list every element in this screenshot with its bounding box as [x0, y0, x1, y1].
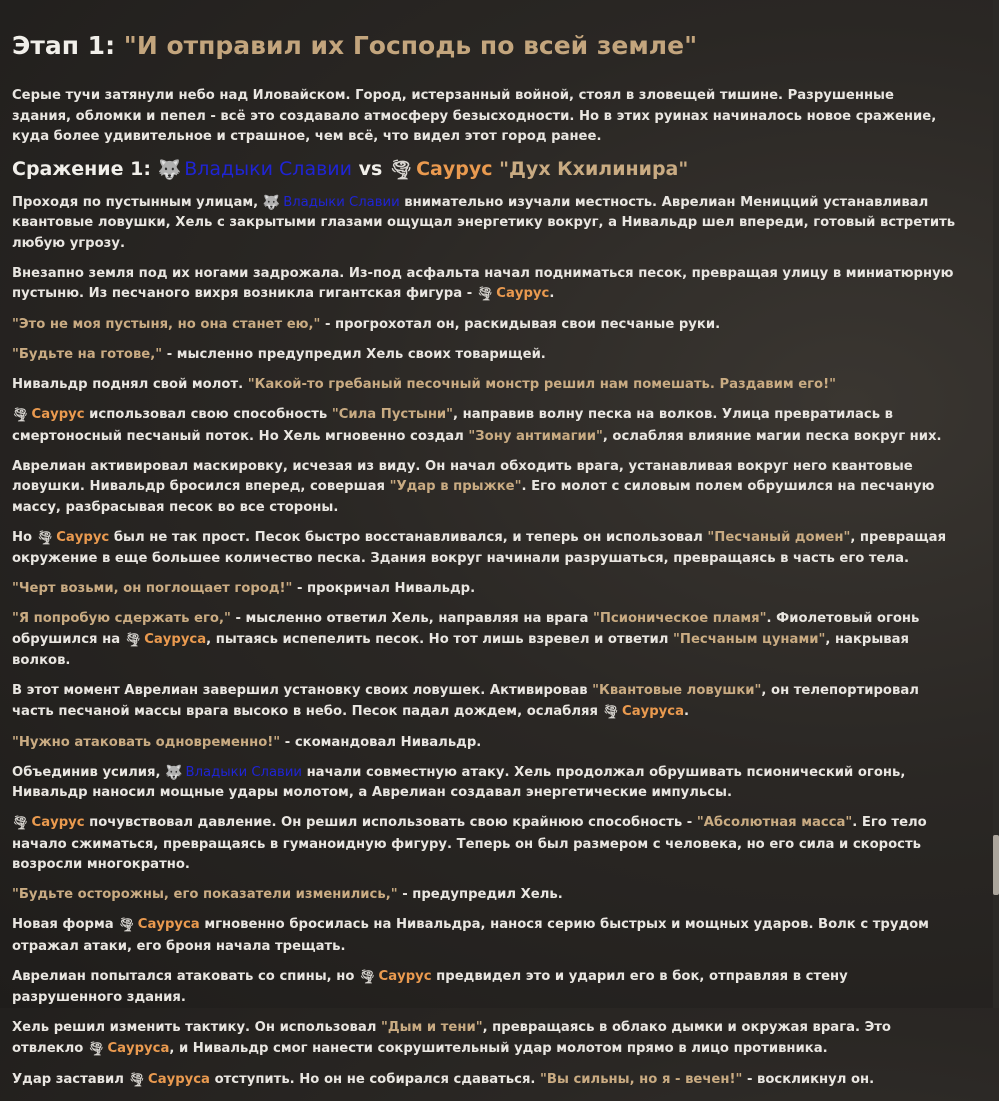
tornado-icon: 🌪 [602, 704, 620, 720]
tornado-icon: 🌪 [12, 816, 29, 831]
saurus-name: Саурус [378, 968, 432, 984]
battle-title [12, 154, 957, 193]
ability-name: "Песчаным цунами" [673, 631, 826, 647]
story-paragraph: Аврелиан активировал маскировку, исчезая из виду. Он начал обходить врага, устанавливая вокруг него квантовые ловушки. Нивальдр бросился вперед, совершая "Удар в прыжке". Его молот с силовым полем обрушился на песчаную массу, разбрасывая песок во все стороны. [12, 458, 935, 515]
story-paragraph: "Будьте на готове," - мысленно предупредил Хель своих товарищей. [12, 347, 546, 362]
dialogue-quote: "Я попробую сдержать его," [12, 611, 231, 626]
ability-name: "Песчаный домен" [707, 529, 851, 545]
tornado-icon: 🌪 [388, 158, 414, 181]
story-paragraph: Но 🌪 Саурус был не так прост. Песок быстро восстанавливался, и теперь он использовал "Песчаный домен", превращая окружение в еще большее количество песка. Здания вокруг начинали разрушаться, превращаясь в часть его тела. [12, 529, 947, 566]
story-paragraph: Хель решил изменить тактику. Он использовал "Дым и тени", превращаясь в облако дымки и окружая врага. Это отвлекло 🌪 Сауруса, и Нивальдр смог нанести сокрушительный удар молотом прямо в лицо противника. [12, 1018, 957, 1060]
story-paragraph: "Я попробую сдержать его," - мысленно ответил Хель, направляя на врага "Псионическое пламя". Фиолетовый огонь обрушился на 🌪 Сауруса, пытаясь испепелить песок. Но тот лишь взревел и ответил "Песчаным цунами", накрывая волков. [12, 611, 920, 668]
saurus-name: Саурус [56, 529, 110, 545]
ability-name: "Квантовые ловушки" [592, 683, 762, 698]
saurus-name: Саурус [31, 815, 85, 830]
tornado-icon: 🌪 [36, 530, 54, 546]
intro-paragraph: Серые тучи затянули небо над Иловайском. Город, истерзанный войной, стоял в зловещей тишине. Разрушенные здания, обломки и пепел - всё это создавало атмосферу безысходности. Но в этих руинах начиналось новое сражение, куда более удивительное и страшное, чем всё, что видел этот город ранее. [12, 88, 937, 144]
dialogue-quote: "Будьте осторожны, его показатели изменились," [12, 887, 398, 902]
team-saurus: Саурус [416, 157, 493, 180]
dialogue-quote: "Будьте на готове," [12, 347, 163, 362]
story-paragraph: Новая форма 🌪 Сауруса мгновенно бросилась на Нивальдра, нанося серию быстрых и мощных ударов. Волк с трудом отражал атаки, его броня начала трещать. [12, 917, 929, 954]
saurus-name: Саурус [496, 286, 550, 301]
lords-name: Владыки Славии [283, 194, 400, 210]
tornado-icon: 🌪 [359, 969, 376, 985]
saurus-name: Сауруса [622, 703, 684, 719]
dialogue-quote: "Черт возьми, он поглощает город!" [12, 581, 293, 596]
story-paragraph: "Черт возьми, он поглощает город!" - прокричал Нивальдр. [12, 581, 476, 596]
story-paragraph: 🌪 Саурус использовал свою способность "Сила Пустыни", направив волну песка на волков. Улица превратилась в смертоносный песчаный поток. Но Хель мгновенно создал "Зону антимагии", ослабляя влияние магии песка вокруг них. [12, 407, 942, 444]
lords-name: Владыки Славии [185, 764, 302, 780]
tornado-icon: 🌪 [12, 408, 29, 423]
story-content [12, 0, 957, 1101]
tornado-icon: 🌪 [128, 1072, 146, 1088]
tornado-icon: 🌪 [124, 632, 142, 648]
story-paragraph: "Будьте осторожны, его показатели изменились," - предупредил Хель. [12, 887, 563, 902]
ability-name: "Абсолютная масса" [696, 815, 853, 830]
saurus-name: Сауруса [144, 631, 207, 647]
saurus-name: Сауруса [148, 1071, 210, 1087]
story-paragraph: Проходя по пустынным улицам, 🐺 Владыки Славии внимательно изучали местность. Аврелиан Меницций устанавливал квантовые ловушки, Хель с закрытыми глазами ощущал энергетику вокруг, а Нивальдр шел впереди, готовый встретить любую угрозу. [12, 194, 956, 251]
story-paragraph: 🌪 Саурус почувствовал давление. Он решил использовать свою крайнюю способность - "Абсолютная масса". Его тело начало сжиматься, превращаясь в гуманоидную фигуру. Теперь он был размером с человека, но его сила и скорость возросли многократно. [12, 815, 927, 872]
team-lords-of-slavia: Владыки Славии [184, 157, 352, 180]
versus-label: vs [358, 157, 383, 180]
saurus-name: Сауруса [137, 917, 200, 932]
story-paragraph: Внезапно земля под их ногами задрожала. Из-под асфальта начал подниматься песок, превращая улицу в миниатюрную пустыню. Из песчаного вихря возникла гигантская фигура - 🌪 Саурус. [12, 264, 957, 306]
story-paragraph: Аврелиан попытался атаковать со спины, но 🌪 Саурус предвидел это и ударил его в бок, отправляя в стену разрушенного здания. [12, 968, 848, 1005]
story-paragraph: Удар заставил 🌪 Сауруса отступить. Но он не собирался сдаваться. "Вы сильны, но я - вечен!" - воскликнул он. [12, 1070, 957, 1092]
tornado-icon: 🌪 [118, 918, 135, 933]
ability-name: "Дым и тени" [381, 1020, 483, 1035]
saurus-epithet: "Дух Кхилинира" [499, 157, 689, 180]
story-paragraph: В этот момент Аврелиан завершил установку своих ловушек. Активировав "Квантовые ловушки", он телепортировал часть песчаной массы врага высоко в небо. Песок падал дождем, ослабляя 🌪 Сауруса. [12, 681, 957, 723]
tornado-icon: 🌪 [87, 1041, 105, 1057]
stage-title-prefix: Этап 1: [12, 31, 116, 60]
story-paragraph: Нивальдр поднял свой молот. "Какой-то гребаный песочный монстр решил нам помешать. Раздавим его!" [12, 377, 836, 392]
saurus-name: Саурус [31, 407, 85, 422]
scrollbar-thumb[interactable] [993, 835, 999, 895]
dialogue-quote: "Какой-то гребаный песочный монстр решил нам помешать. Раздавим его!" [247, 377, 836, 392]
tornado-icon: 🌪 [476, 287, 494, 302]
battle-title-prefix: Сражение 1: [12, 157, 151, 180]
wolf-icon: 🐺 [165, 764, 183, 781]
wolf-icon: 🐺 [157, 158, 182, 181]
stage-title [12, 0, 957, 77]
dialogue-quote: "Это не моя пустыня, но она станет ею," [12, 317, 321, 332]
ability-name: "Зону антимагии" [468, 428, 603, 444]
dialogue-quote: "Нужно атаковать одновременно!" [12, 734, 281, 750]
saurus-name: Сауруса [107, 1040, 170, 1056]
dialogue-quote: "Вы сильны, но я - вечен!" [540, 1071, 743, 1087]
ability-name: "Сила Пустыни" [331, 407, 454, 422]
ability-name: "Псионическое пламя" [593, 611, 767, 626]
story-paragraph: Объединив усилия, 🐺 Владыки Славии начали совместную атаку. Хель продолжал обрушивать псионический огонь, Нивальдр наносил мощные удары молотом, а Аврелиан создавал энергетические импульсы. [12, 764, 906, 800]
story-paragraph: "Нужно атаковать одновременно!" - скомандовал Нивальдр. [12, 734, 482, 750]
stage-title-quote: "И отправил их Господь по всей земле" [123, 31, 698, 60]
wolf-icon: 🐺 [262, 194, 281, 211]
story-paragraph: "Это не моя пустыня, но она станет ею," - прогрохотал он, раскидывая свои песчаные руки. [12, 317, 721, 332]
ability-name: "Удар в прыжке" [389, 479, 522, 494]
